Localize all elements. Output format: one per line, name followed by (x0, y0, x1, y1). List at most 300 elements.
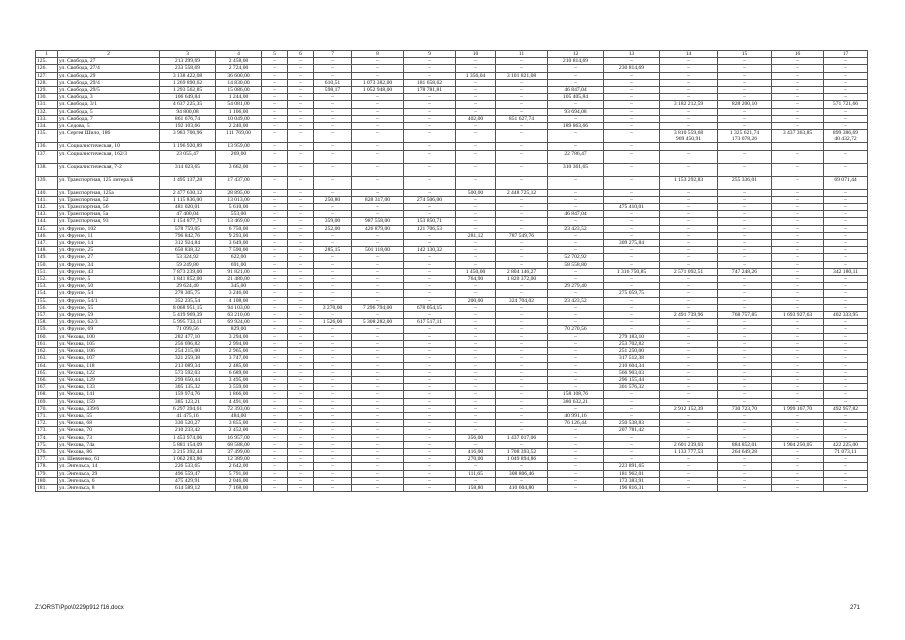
value-cell: 1 244,00 (216, 94, 262, 101)
value-cell: – (548, 65, 604, 72)
value-cell: 213 089,34 (160, 362, 216, 369)
table-row (36, 163, 868, 176)
row-index-cell: 147. (36, 240, 58, 247)
value-cell: – (496, 412, 548, 419)
value-cell: – (404, 333, 456, 340)
value-cell: – (772, 348, 824, 355)
value-cell: – (604, 108, 660, 115)
row-index-cell: 179. (36, 470, 58, 477)
value-cell: 385 123,21 (160, 398, 216, 405)
value-cell: – (548, 276, 604, 283)
value-cell: 71 099,56 (160, 326, 216, 333)
value-cell: 28 895,00 (216, 189, 262, 196)
value-cell: – (262, 211, 288, 218)
value-cell: – (660, 65, 718, 72)
value-cell: – (314, 232, 352, 239)
value-cell: – (604, 58, 660, 65)
value-cell: – (262, 87, 288, 94)
value-cell: – (548, 348, 604, 355)
value-cell: 7 873 239,00 (160, 268, 216, 275)
value-cell: – (660, 189, 718, 196)
value-cell: 3 215 392,44 (160, 448, 216, 455)
value-cell: – (288, 58, 314, 65)
value-cell: – (262, 326, 288, 333)
value-cell: – (262, 484, 288, 491)
value-cell: – (262, 456, 288, 463)
value-cell: – (496, 176, 548, 189)
value-cell: – (404, 376, 456, 383)
value-cell: – (456, 362, 496, 369)
value-cell: 2 491 739,96 (660, 312, 718, 319)
value-cell: – (404, 312, 456, 319)
value-cell: – (496, 247, 548, 254)
value-cell: – (660, 247, 718, 254)
value-cell: – (496, 420, 548, 427)
value-cell: – (604, 283, 660, 290)
value-cell: – (262, 218, 288, 225)
value-cell: – (352, 108, 404, 115)
value-cell: – (404, 448, 456, 455)
value-cell: – (772, 261, 824, 268)
value-cell: – (548, 304, 604, 311)
value-cell: 93 694,08 (548, 108, 604, 115)
value-cell: 416,00 (456, 448, 496, 455)
value-cell: – (288, 333, 314, 340)
value-cell: 181 658,62 (404, 79, 456, 86)
value-cell: – (314, 297, 352, 304)
row-index-cell: 130. (36, 94, 58, 101)
value-cell: – (456, 196, 496, 203)
value-cell: 426 879,00 (352, 225, 404, 232)
value-cell: – (824, 326, 868, 333)
value-cell: – (456, 94, 496, 101)
value-cell: 59 249,80 (160, 261, 216, 268)
value-cell: – (772, 355, 824, 362)
value-cell: 2 724,00 (216, 65, 262, 72)
value-cell: – (604, 312, 660, 319)
value-cell: – (718, 163, 772, 176)
value-cell: – (456, 477, 496, 484)
value-cell: – (548, 115, 604, 122)
value-cell: – (824, 384, 868, 391)
value-cell: – (288, 232, 314, 239)
value-cell: – (288, 340, 314, 347)
table-row (36, 94, 868, 101)
value-cell: 828 317,00 (352, 196, 404, 203)
value-cell: – (548, 218, 604, 225)
table-row (36, 355, 868, 362)
value-cell: – (772, 108, 824, 115)
value-cell: – (352, 143, 404, 150)
value-cell: 230 814,69 (604, 65, 660, 72)
value-cell: – (718, 434, 772, 441)
row-index-cell: 164. (36, 362, 58, 369)
value-cell: – (718, 427, 772, 434)
value-cell: – (404, 369, 456, 376)
value-cell: – (262, 333, 288, 340)
row-index-cell: 168. (36, 391, 58, 398)
address-cell: ул. Транспортная, 125а (58, 189, 160, 196)
address-cell: ул. Фрунзе, 69 (58, 326, 160, 333)
value-cell: – (456, 101, 496, 108)
value-cell: 501 118,00 (352, 247, 404, 254)
table-row (36, 218, 868, 225)
value-cell: – (496, 362, 548, 369)
value-cell: – (496, 398, 548, 405)
value-cell: – (772, 420, 824, 427)
address-cell: ул. Шевченко, 61 (58, 456, 160, 463)
value-cell: – (718, 108, 772, 115)
value-cell: – (772, 376, 824, 383)
row-index-cell: 154. (36, 290, 58, 297)
value-cell: – (288, 326, 314, 333)
value-cell: – (314, 130, 352, 143)
value-cell: 17 437,00 (216, 176, 262, 189)
value-cell: – (824, 211, 868, 218)
value-cell: – (548, 384, 604, 391)
value-cell: – (352, 484, 404, 491)
table-row (36, 319, 868, 326)
value-cell: – (352, 427, 404, 434)
value-cell: – (496, 150, 548, 163)
value-cell: – (456, 247, 496, 254)
value-cell: – (352, 268, 404, 275)
value-cell: – (314, 189, 352, 196)
value-cell: 484,00 (216, 412, 262, 419)
value-cell: – (660, 384, 718, 391)
value-cell: 3 810 559,68 969 450,91 (660, 130, 718, 143)
value-cell: 1 453 974,06 (160, 434, 216, 441)
value-cell: – (548, 463, 604, 470)
value-cell: – (314, 268, 352, 275)
value-cell: 23 423,52 (548, 297, 604, 304)
value-cell: 3 747,00 (216, 355, 262, 362)
address-cell: ул. Фрунзе, 27 (58, 254, 160, 261)
address-cell: ул. Чехова, 55 (58, 412, 160, 419)
value-cell: 356,00 (456, 434, 496, 441)
address-cell: ул. Транспортная, 5а (58, 211, 160, 218)
table-row (36, 304, 868, 311)
value-cell: 40 991,16 (548, 412, 604, 419)
value-cell: 6 297 394,61 (160, 405, 216, 412)
value-cell: – (288, 477, 314, 484)
row-index-cell: 175. (36, 441, 58, 448)
value-cell: – (604, 130, 660, 143)
table-row (36, 398, 868, 405)
value-cell: 69 924,00 (216, 319, 262, 326)
value-cell: – (314, 94, 352, 101)
value-cell: – (456, 398, 496, 405)
value-cell: – (772, 87, 824, 94)
value-cell: – (496, 163, 548, 176)
value-cell: – (496, 427, 548, 434)
table-row (36, 420, 868, 427)
value-cell: – (496, 143, 548, 150)
value-cell: – (352, 362, 404, 369)
value-cell: – (496, 463, 548, 470)
value-cell: 3 246,00 (216, 290, 262, 297)
value-cell: 29 624,40 (160, 283, 216, 290)
address-cell: ул. Фрунзе, 62/3 (58, 319, 160, 326)
value-cell: – (660, 150, 718, 163)
row-index-cell: 150. (36, 261, 58, 268)
value-cell: 274 506,00 (404, 196, 456, 203)
address-cell: ул. Свобода, 3/1 (58, 101, 160, 108)
row-index-cell: 178. (36, 463, 58, 470)
value-cell: 3 559,00 (216, 384, 262, 391)
value-cell: 7 590,00 (216, 247, 262, 254)
table-row (36, 123, 868, 130)
value-cell: – (352, 204, 404, 211)
value-cell: – (456, 384, 496, 391)
address-cell: ул. Свобода, 27 (58, 58, 160, 65)
value-cell: – (288, 115, 314, 122)
address-cell: ул. Фрунзе, 14 (58, 240, 160, 247)
value-cell: 299 650,44 (160, 376, 216, 383)
value-cell: 598,17 (314, 87, 352, 94)
value-cell: 210 814,69 (548, 58, 604, 65)
value-cell: – (404, 463, 456, 470)
value-cell: – (660, 163, 718, 176)
value-cell: 578 759,05 (160, 225, 216, 232)
value-cell: – (548, 369, 604, 376)
address-cell: ул. Энгельса, 8 (58, 484, 160, 491)
value-cell: 253 702,82 (604, 340, 660, 347)
value-cell: 321 259,38 (160, 355, 216, 362)
value-cell: 492 957,82 (824, 405, 868, 412)
value-cell: – (718, 420, 772, 427)
value-cell: 2 477 630,12 (160, 189, 216, 196)
value-cell: – (604, 196, 660, 203)
value-cell: – (824, 348, 868, 355)
value-cell: 94 103,00 (216, 304, 262, 311)
value-cell: – (288, 376, 314, 383)
value-cell: 111 769,00 (216, 130, 262, 143)
value-cell: – (718, 115, 772, 122)
value-cell: – (604, 225, 660, 232)
value-cell: 828 200,10 (718, 101, 772, 108)
value-cell: – (314, 398, 352, 405)
value-cell: 475 410,01 (604, 204, 660, 211)
value-cell: – (352, 420, 404, 427)
value-cell: – (456, 427, 496, 434)
value-cell: – (604, 434, 660, 441)
value-cell: 1 106,00 (216, 108, 262, 115)
value-cell: 310 361,65 (548, 163, 604, 176)
value-cell: – (262, 283, 288, 290)
value-cell: – (824, 196, 868, 203)
value-cell: – (352, 130, 404, 143)
row-index-cell: 133. (36, 115, 58, 122)
address-cell: ул. Фрунзе, 34 (58, 261, 160, 268)
value-cell: – (404, 150, 456, 163)
value-cell: – (660, 261, 718, 268)
row-index-cell: 172. (36, 420, 58, 427)
value-cell: – (604, 189, 660, 196)
value-cell: – (288, 189, 314, 196)
value-cell: – (824, 369, 868, 376)
table-row (36, 247, 868, 254)
row-index-cell: 137. (36, 150, 58, 163)
address-cell: ул. Свобода, 5 (58, 108, 160, 115)
value-cell: – (718, 362, 772, 369)
value-cell: – (496, 204, 548, 211)
value-cell: – (288, 290, 314, 297)
value-cell: – (314, 176, 352, 189)
address-cell: ул. Чехова, 74а (58, 441, 160, 448)
value-cell: 6 689,00 (216, 369, 262, 376)
value-cell: – (496, 65, 548, 72)
value-cell: 481 020,01 (160, 204, 216, 211)
value-cell: – (824, 333, 868, 340)
value-cell: 91 821,00 (216, 268, 262, 275)
value-cell: 53 324,92 (160, 254, 216, 261)
value-cell: – (772, 268, 824, 275)
value-cell: 63 210,00 (216, 312, 262, 319)
address-cell: ул. Энгельса, 6 (58, 477, 160, 484)
value-cell: – (824, 398, 868, 405)
row-index-cell: 131. (36, 101, 58, 108)
row-index-cell: 157. (36, 312, 58, 319)
value-cell: 3 138 422,08 (160, 72, 216, 79)
value-cell: – (352, 254, 404, 261)
table-row (36, 463, 868, 470)
value-cell: – (718, 283, 772, 290)
address-cell: ул. Чехова, 105 (58, 340, 160, 347)
value-cell: – (262, 362, 288, 369)
value-cell: 3 983 700,96 (160, 130, 216, 143)
value-cell: – (456, 304, 496, 311)
address-cell: ул. Чехова, 122 (58, 369, 160, 376)
table-row (36, 143, 868, 150)
value-cell: – (352, 333, 404, 340)
value-cell: – (352, 348, 404, 355)
value-cell: 250,80 (314, 196, 352, 203)
value-cell: 282 477,10 (160, 333, 216, 340)
value-cell: – (718, 398, 772, 405)
table-row (36, 176, 868, 189)
value-cell: – (262, 101, 288, 108)
address-cell: ул. Чехова, 129 (58, 376, 160, 383)
value-cell: – (262, 65, 288, 72)
value-cell: – (548, 484, 604, 491)
value-cell: – (262, 276, 288, 283)
value-cell: – (456, 340, 496, 347)
value-cell: – (314, 276, 352, 283)
value-cell: 37 499,00 (216, 448, 262, 455)
value-cell: 566 903,03 (604, 369, 660, 376)
row-index-cell: 139. (36, 176, 58, 189)
value-cell: – (604, 247, 660, 254)
table-row (36, 391, 868, 398)
value-cell: – (604, 101, 660, 108)
value-cell: – (824, 484, 868, 491)
value-cell: 1 293 562,85 (160, 87, 216, 94)
value-cell: – (262, 297, 288, 304)
value-cell: – (288, 254, 314, 261)
value-cell: 14 830,00 (216, 79, 262, 86)
value-cell: – (314, 115, 352, 122)
value-cell: – (604, 115, 660, 122)
value-cell: – (262, 176, 288, 189)
value-cell: – (548, 340, 604, 347)
value-cell: – (660, 355, 718, 362)
value-cell: – (604, 79, 660, 86)
value-cell: 1 708 393,52 (496, 448, 548, 455)
column-number-header: 7 (314, 51, 352, 58)
value-cell: – (288, 362, 314, 369)
value-cell: – (604, 304, 660, 311)
value-cell: – (456, 420, 496, 427)
value-cell: – (660, 369, 718, 376)
value-cell: 1 133 777,53 (660, 448, 718, 455)
value-cell: 68 588,00 (216, 441, 262, 448)
value-cell: – (718, 477, 772, 484)
value-cell: – (772, 225, 824, 232)
value-cell: – (824, 420, 868, 427)
value-cell: 58 558,80 (548, 261, 604, 268)
value-cell: – (718, 79, 772, 86)
value-cell: – (456, 441, 496, 448)
value-cell: – (404, 268, 456, 275)
value-cell: 1 062 283,86 (160, 456, 216, 463)
row-index-cell: 155. (36, 297, 58, 304)
value-cell: – (496, 319, 548, 326)
value-cell: 200,00 (456, 297, 496, 304)
value-cell: – (496, 304, 548, 311)
value-cell: – (824, 123, 868, 130)
value-cell: – (288, 456, 314, 463)
value-cell: – (262, 58, 288, 65)
value-cell: – (660, 391, 718, 398)
value-cell: 76 126,44 (548, 420, 604, 427)
value-cell: – (718, 376, 772, 383)
value-cell: – (404, 211, 456, 218)
table-row (36, 441, 868, 448)
row-index-cell: 181. (36, 484, 58, 491)
column-number-header: 10 (456, 51, 496, 58)
value-cell: – (824, 94, 868, 101)
address-cell: ул. Сергея Шило, 186 (58, 130, 160, 143)
value-cell: – (288, 391, 314, 398)
value-cell: – (288, 434, 314, 441)
address-cell: ул. Чехова, 100 (58, 333, 160, 340)
value-cell: 987 558,00 (352, 218, 404, 225)
value-cell: – (352, 101, 404, 108)
value-cell: 12 389,00 (216, 456, 262, 463)
value-cell: – (288, 211, 314, 218)
value-cell: – (288, 348, 314, 355)
value-cell: – (314, 163, 352, 176)
value-cell: – (772, 290, 824, 297)
value-cell: – (548, 355, 604, 362)
value-cell: – (314, 477, 352, 484)
value-cell: – (288, 101, 314, 108)
value-cell: 402,00 (456, 115, 496, 122)
value-cell: – (262, 391, 288, 398)
value-cell: 1 115 836,00 (160, 196, 216, 203)
value-cell: 15 086,00 (216, 87, 262, 94)
value-cell: – (352, 150, 404, 163)
value-cell: – (772, 484, 824, 491)
column-number-header: 1 (36, 51, 58, 58)
value-cell: – (772, 333, 824, 340)
address-cell: ул. Чехова, 68 (58, 420, 160, 427)
value-cell: – (824, 204, 868, 211)
table-row (36, 369, 868, 376)
value-cell: 159 974,76 (160, 391, 216, 398)
value-cell: – (314, 326, 352, 333)
